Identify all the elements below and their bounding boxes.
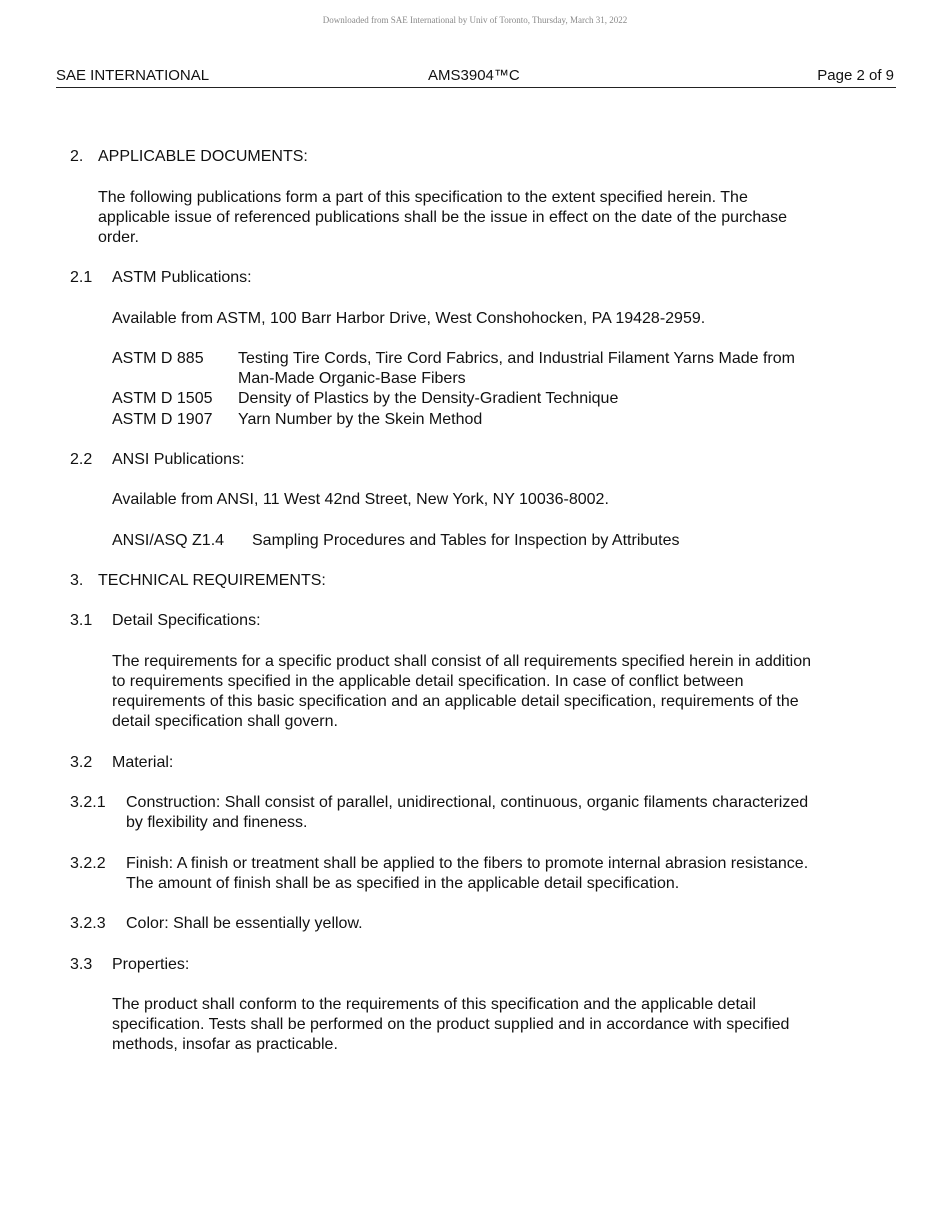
section-number: 3.2.2 bbox=[70, 855, 106, 872]
section-3-heading bbox=[70, 571, 326, 591]
section-2-2-heading bbox=[70, 450, 245, 470]
section-2-heading bbox=[70, 147, 308, 167]
section-number: 3.1 bbox=[70, 612, 93, 629]
section-number: 2. bbox=[70, 148, 84, 165]
paragraph-line: applicable issue of referenced publications shall be the issue in effect on the date of the purchase bbox=[98, 209, 788, 226]
paragraph-line: Construction: Shall consist of parallel, unidirectional, continuous, organic filaments characterized bbox=[126, 794, 809, 811]
section-title: Properties: bbox=[112, 956, 190, 973]
paragraph-line: to requirements specified in the applicable detail specification. In case of conflict between bbox=[112, 673, 744, 690]
paragraph-line: detail specification shall govern. bbox=[112, 713, 338, 730]
section-3-2-2 bbox=[70, 854, 809, 874]
section-title: APPLICABLE DOCUMENTS: bbox=[98, 148, 308, 165]
section-title: Material: bbox=[112, 754, 174, 771]
reference-title: Yarn Number by the Skein Method bbox=[238, 411, 483, 428]
section-title: ASTM Publications: bbox=[112, 269, 252, 286]
paragraph-line: requirements of this basic specification and an applicable detail specification, requirements of the bbox=[112, 693, 799, 710]
reference-code: ASTM D 1907 bbox=[112, 411, 213, 428]
header-page-number: Page 2 of 9 bbox=[817, 67, 894, 84]
paragraph-line: Color: Shall be essentially yellow. bbox=[126, 915, 363, 932]
section-3-2-heading bbox=[70, 753, 174, 773]
reference-title-continued: Man-Made Organic-Base Fibers bbox=[238, 370, 466, 387]
section-3-2-3 bbox=[70, 914, 363, 934]
section-number: 3. bbox=[70, 572, 84, 589]
section-3-3-heading bbox=[70, 955, 190, 975]
paragraph-line: Finish: A finish or treatment shall be applied to the fibers to promote internal abrasion resistance. bbox=[126, 855, 809, 872]
page-header bbox=[56, 67, 896, 88]
reference-code: ASTM D 885 bbox=[112, 350, 204, 367]
header-org: SAE INTERNATIONAL bbox=[56, 67, 210, 84]
section-2-1-heading bbox=[70, 268, 252, 288]
reference-entry bbox=[112, 410, 852, 430]
reference-entry bbox=[112, 531, 852, 551]
section-title: ANSI Publications: bbox=[112, 451, 245, 468]
section-title: TECHNICAL REQUIREMENTS: bbox=[98, 572, 326, 589]
reference-title: Density of Plastics by the Density-Gradient Technique bbox=[238, 390, 619, 407]
availability-line: Available from ANSI, 11 West 42nd Street, New York, NY 10036-8002. bbox=[112, 491, 609, 508]
section-3-2-1 bbox=[70, 793, 809, 813]
header-doc-id: AMS3904™C bbox=[428, 67, 520, 84]
paragraph-line: by flexibility and fineness. bbox=[126, 814, 308, 831]
paragraph-line: The amount of finish shall be as specified in the applicable detail specification. bbox=[126, 875, 680, 892]
section-3-1-heading bbox=[70, 611, 261, 631]
paragraph-line: methods, insofar as practicable. bbox=[112, 1036, 338, 1053]
reference-code: ASTM D 1505 bbox=[112, 390, 213, 407]
section-number: 3.2.3 bbox=[70, 915, 106, 932]
section-title: Detail Specifications: bbox=[112, 612, 261, 629]
paragraph-line: The following publications form a part of this specification to the extent specified herein. The bbox=[98, 189, 748, 206]
availability-line: Available from ASTM, 100 Barr Harbor Drive, West Conshohocken, PA 19428-2959. bbox=[112, 310, 706, 327]
reference-title: Sampling Procedures and Tables for Inspection by Attributes bbox=[252, 532, 680, 549]
download-watermark: Downloaded from SAE International by Univ of Toronto, Thursday, March 31, 2022 bbox=[322, 15, 628, 25]
section-number: 2.2 bbox=[70, 451, 93, 468]
reference-entry bbox=[112, 349, 852, 369]
paragraph-line: The requirements for a specific product shall consist of all requirements specified herein in addition bbox=[112, 653, 812, 670]
reference-title: Testing Tire Cords, Tire Cord Fabrics, and Industrial Filament Yarns Made from bbox=[238, 350, 795, 367]
section-number: 3.2.1 bbox=[70, 794, 106, 811]
paragraph-line: order. bbox=[98, 229, 139, 246]
paragraph-line: specification. Tests shall be performed on the product supplied and in accordance with specified bbox=[112, 1016, 790, 1033]
section-number: 3.2 bbox=[70, 754, 93, 771]
section-number: 3.3 bbox=[70, 956, 93, 973]
paragraph-line: The product shall conform to the requirements of this specification and the applicable detail bbox=[112, 996, 756, 1013]
section-number: 2.1 bbox=[70, 269, 93, 286]
reference-code: ANSI/ASQ Z1.4 bbox=[112, 532, 225, 549]
reference-entry bbox=[112, 389, 852, 409]
